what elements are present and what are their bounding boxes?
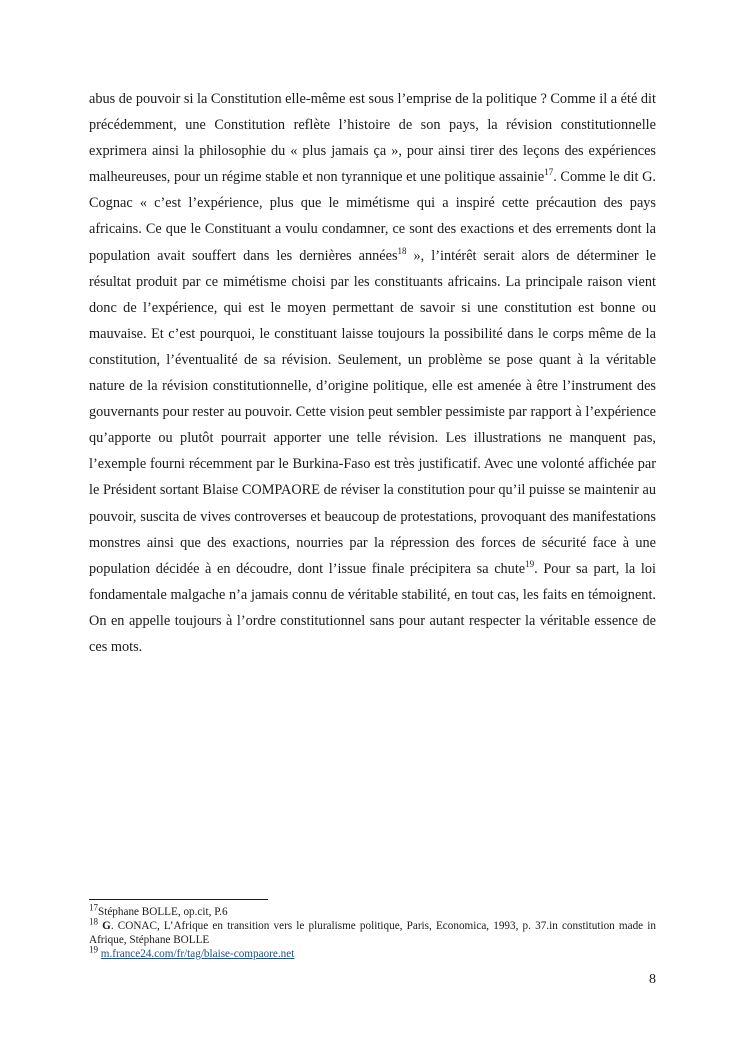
body-paragraph	[89, 86, 656, 660]
footnote-17-number: 17	[89, 902, 98, 913]
footnote-ref-17[interactable]: 17	[544, 167, 554, 178]
footnote-19-number: 19	[89, 944, 98, 955]
footnote-18-initial: G	[102, 920, 111, 932]
body-text-part-1: abus de pouvoir si la Constitution elle-même est sous l’emprise de la politique ? Comme il a été dit précédemment, une Constitution reflète l’histoire de son pays, la révision constitutionnelle exprimera ainsi la philosophie du « plus jamais ça », pour ainsi tirer des leçons des expériences malheureuses, pour un régime stable et non tyrannique et une politique assainie	[89, 91, 656, 186]
footnote-18	[89, 916, 657, 947]
body-text-part-3: », l’intérêt serait alors de déterminer le résultat produit par ce mimétisme choisi par les constituants africains. La principale raison vient donc de l’expérience, qui est le moyen permettant de savoir si une constitution est bonne ou mauvaise. Et c’est pourquoi, le constituant laisse toujours la possibilité dans le corps même de la constitution, l’éventualité de sa révision. Seulement, un problème se pose quant à la véritable nature de la révision constitutionnelle, d’origine politique, elle est amenée à être l’instrument des gouvernants pour rester au pouvoir. Cette vision peut sembler pessimiste par rapport à l’expérience qu’apporte ou plutôt pourrait apporter une telle révision. Les illustrations ne manquent pas, l’exemple fourni récemment par le Burkina-Faso est très justificatif. Avec une volonté affichée par le Président sortant Blaise COMPAORE de réviser la constitution pour qu’il puisse se maintenir au pouvoir, suscita de vives controverses et beaucoup de protestations, provoquant des manifestations monstres ainsi que des exactions, nourries par la répression des forces de sécurité face à une population décidée à en découdre, dont l’issue finale précipitera sa chute	[89, 247, 656, 577]
footnote-ref-18[interactable]: 18	[397, 245, 407, 256]
body-text-part-4: . Pour sa part, la loi fondamentale malgache n’a jamais connu de véritable stabilité, en tout cas, les faits en témoignent. On en appelle toujours à l’ordre constitutionnel sans pour autant respecter la véritable essence de ces mots.	[89, 560, 656, 655]
footnote-separator	[89, 899, 268, 900]
body-text-part-2: . Comme le dit G. Cognac « c’est l’expérience, plus que le mimétisme qui a inspiré cette précaution des pays africains. Ce que le Constituant a voulu condamner, ce sont des exactions et des errements dont la population avait souffert dans les dernières années	[89, 169, 656, 264]
footnote-17	[89, 902, 656, 919]
footnote-18-number: 18	[89, 916, 98, 927]
page-number: 8	[649, 972, 656, 987]
footnote-19	[89, 944, 656, 961]
footnote-17-text: Stéphane BOLLE, op.cit, P.6	[98, 906, 228, 918]
footnote-19-link[interactable]: m.france24.com/fr/tag/blaise-compaore.net	[100, 948, 295, 960]
footnotes	[89, 902, 657, 961]
footnote-ref-19[interactable]: 19	[525, 558, 535, 569]
footnote-18-text: . CONAC, L’Afrique en transition vers le pluralisme politique, Paris, Economica, 1993, p. 37.in constitution made in Afrique, Stéphane BOLLE	[89, 920, 657, 946]
